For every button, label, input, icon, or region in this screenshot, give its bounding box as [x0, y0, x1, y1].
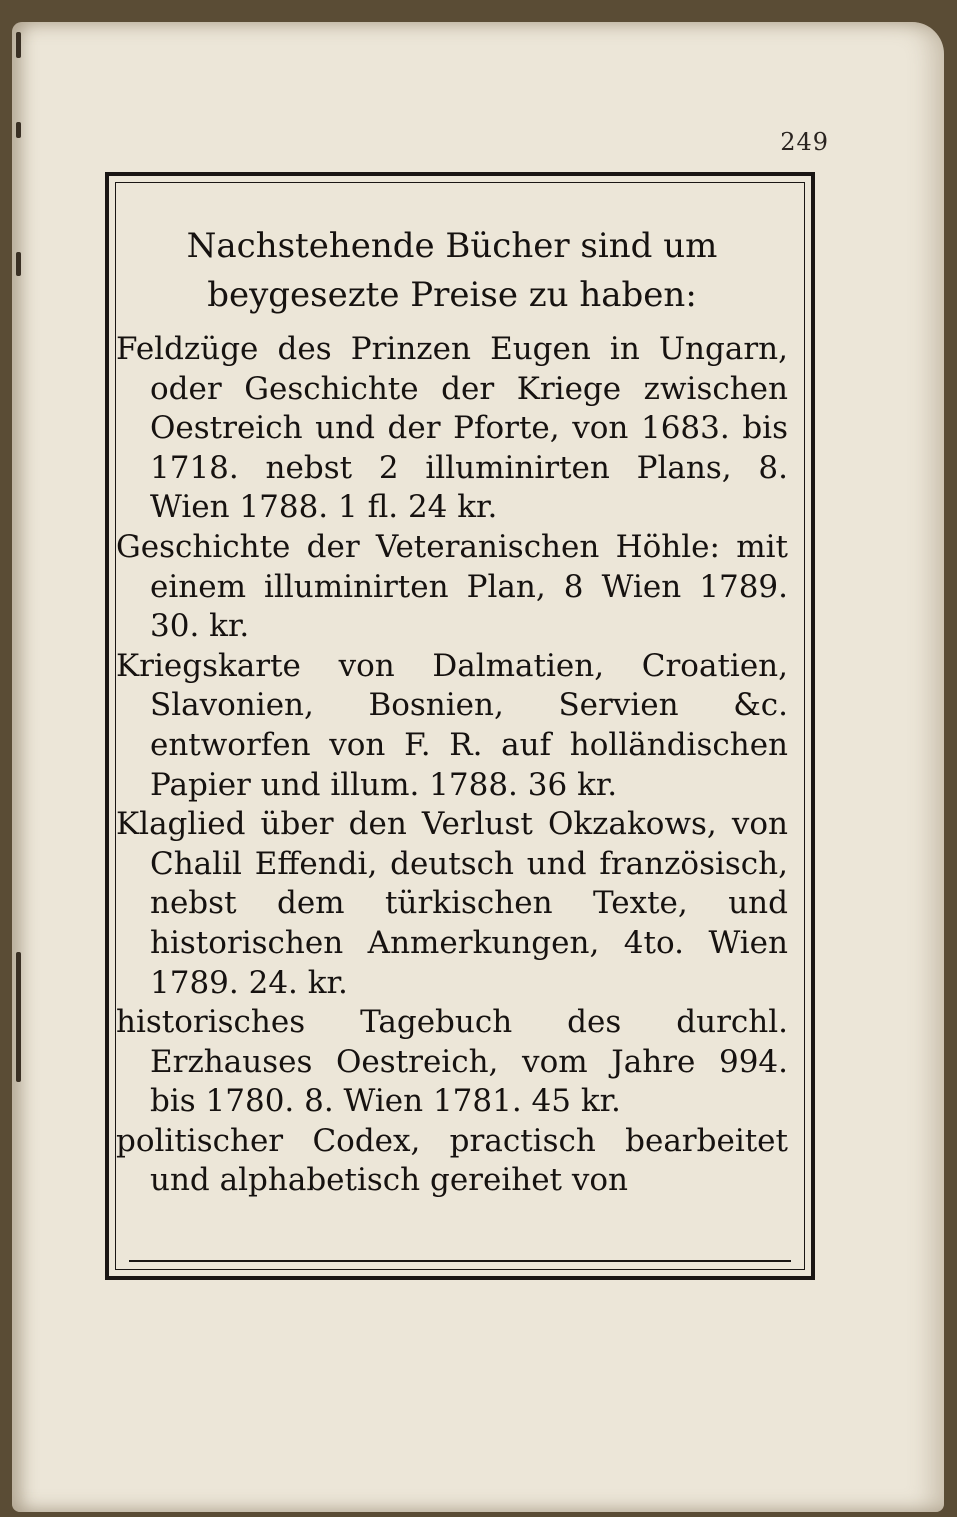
book-entry: Kriegskarte von Dalmatien, Croatien, Slavonien, Bosnien, Servien &c. entworfen von F. R. auf holländischen Papier und illum. 1788. 36 kr. [116, 647, 788, 803]
book-entry: politischer Codex, practisch bearbeitet und alphabetisch gereihet von [116, 1122, 788, 1199]
book-list [116, 330, 788, 1201]
page-content [116, 222, 788, 1201]
page-number: 249 [780, 128, 829, 156]
book-entry: Feldzüge des Prinzen Eugen in Ungarn, oder Geschichte der Kriege zwischen Oestreich und der Pforte, von 1683. bis 1718. nebst 2 illuminirten Plans, 8. Wien 1788. 1 fl. 24 kr. [116, 331, 788, 526]
book-entry: Klaglied über den Verlust Okzakows, von Chalil Effendi, deutsch und französisch, nebst dem türkischen Texte, und historischen Anmerkungen, 4to. Wien 1789. 24. kr. [116, 806, 788, 1001]
binding-mark [16, 122, 21, 138]
bottom-rule [129, 1260, 791, 1262]
book-entry: historisches Tagebuch des durchl. Erzhauses Oestreich, vom Jahre 994. bis 1780. 8. Wien 1781. 45 kr. [116, 1004, 788, 1120]
book-entry: Geschichte der Veteranischen Höhle: mit einem illuminirten Plan, 8 Wien 1789. 30. kr. [116, 528, 788, 645]
page-heading: Nachstehende Bücher sind um beygesezte Preise zu haben: [186, 226, 718, 315]
binding-mark [16, 952, 21, 1082]
binding-mark [16, 32, 21, 58]
binding-mark [16, 252, 21, 276]
